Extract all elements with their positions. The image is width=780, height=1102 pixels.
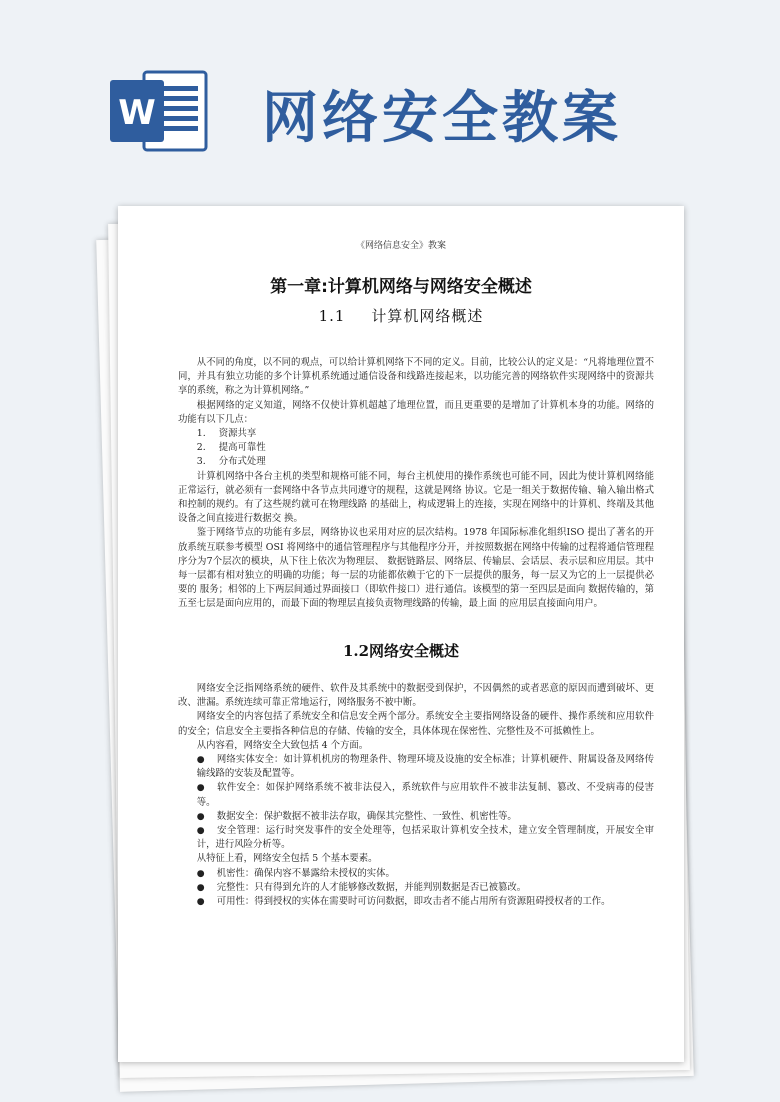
paragraph: 从特征上看，网络安全包括 5 个基本要素。 [196,853,378,865]
section-title-text: 计算机网络概述 [371,307,484,325]
section-1-1-title [118,305,684,326]
banner-title: 网络安全教案 [262,86,622,151]
document-page [118,206,684,1062]
section-1-1-body [178,356,654,612]
bullet-item: ● 可用性：得到授权的实体在需要时可访问数据，即攻击者不能占用所有资源阻碍授权者的工作。 [178,895,654,909]
bullet-icon: ● [196,755,205,766]
list-item: 1. 资源共享 [196,428,257,440]
bullet-icon: ● [196,826,205,837]
bullet-icon: ● [196,811,205,822]
section-number: 1.1 [318,307,346,325]
section-1-2-body [178,682,654,909]
bullet-icon: ● [196,868,205,879]
paragraph: 从内容看，网络安全大致包括 4 个方面。 [196,739,369,751]
bullet-item: ● 软件安全：如保护网络系统不被非法侵入，系统软件与应用软件不被非法复制、篡改、不受病毒的侵害等。 [196,782,654,808]
list-item: 2. 提高可靠性 [196,442,266,454]
section-1-2-title: 1.2网络安全概述 [342,642,460,660]
paragraph: 计算机网络中各台主机的类型和规格可能不同，每台主机使用的操作系统也可能不同，因此为使计算机网络能正常运行，就必须有一套网络中各节点共同遵守的规程，这就是网络 协议。它是一组关于数据传输、输入输出格式和控制的规约。有了这些规约就可在物理线路 的基础上，构成逻辑上的连接，实现在网络中的计算机、终端及其他设备之间直接进行数据交 换。 [178,470,654,525]
paragraph: 网络安全泛指网络系统的硬件、软件及其系统中的数据受到保护，不因偶然的或者恶意的原因而遭到破坏、更改、泄漏。系统连续可靠正常地运行，网络服务不被中断。 [178,683,654,709]
logo-letter: W [118,93,156,133]
bullet-icon: ● [196,783,205,794]
bullet-item: ● 完整性：只有得到允许的人才能够修改数据，并能判别数据是否已被篡改。 [178,881,654,895]
paragraph: 根据网络的定义知道，网络不仅使计算机超越了地理位置，而且更重要的是增加了计算机本身的功能。网络的功能有以下几点： [178,399,654,425]
paragraph: 从不同的角度，以不同的观点，可以给计算机网络下不同的定义。目前，比较公认的定义是：“凡将地理位置不同，并具有独立功能的多个计算机系统通过通信设备和线路连接起来，以功能完善的网络软件实现网络中的资源共享的系统，称之为计算机网络。” [178,357,654,397]
bullet-item: ● 数据安全：保护数据不被非法存取，确保其完整性、一致性、机密性等。 [178,810,654,824]
paragraph: 鉴于网络节点的功能有多层，网络协议也采用对应的层次结构。1978 年国际标准化组织ISO 提出了著名的开放系统互联参考模型 OSI 将网络中的通信管理程序与其他程序分开，并按照数据在网络中传输的过程将通信管理程序分为7个层次的模块，从下往上依次为物理层、 数据链路层、网络层、传输层、会话层、表示层和应用层。其中每一层都有相对独立的明确的功能；每一层的功能都依赖于它的下一层提供的服务，每一层又为它的上一层提供必要的 服务；相邻的上下两层间通过界面接口（即软件接口）进行通信。该模型的第一至四层是面向 数据传输的，第五至七层是面向应用的，而最下面的物理层直接负责物理线路的传输，最上面 的应用层直接面向用户。 [178,527,654,610]
bullet-icon: ● [196,882,205,893]
chapter-title: 第一章:计算机网络与网络安全概述 [270,277,532,297]
bullet-item: ● 网络实体安全：如计算机机房的物理条件、物理环境及设施的安全标准；计算机硬件、附属设备及网络传输线路的安装及配置等。 [196,754,654,780]
paragraph: 网络安全的内容包括了系统安全和信息安全两个部分。系统安全主要指网络设备的硬件、操作系统和应用软件的安全；信息安全主要指各种信息的存储、传输的安全，具体体现在保密性、完整性及不可抵赖性上。 [178,711,654,737]
running-head: 《网络信息安全》教案 [355,241,446,251]
bullet-icon: ● [196,897,205,908]
list-item: 3. 分布式处理 [196,456,266,468]
bullet-item: ● 安全管理：运行时突发事件的安全处理等，包括采取计算机安全技术，建立安全管理制度，开展安全审计，进行风险分析等。 [196,825,654,851]
word-icon [108,68,208,154]
bullet-item: ● 机密性：确保内容不暴露给未授权的实体。 [178,867,654,881]
banner [0,0,780,200]
